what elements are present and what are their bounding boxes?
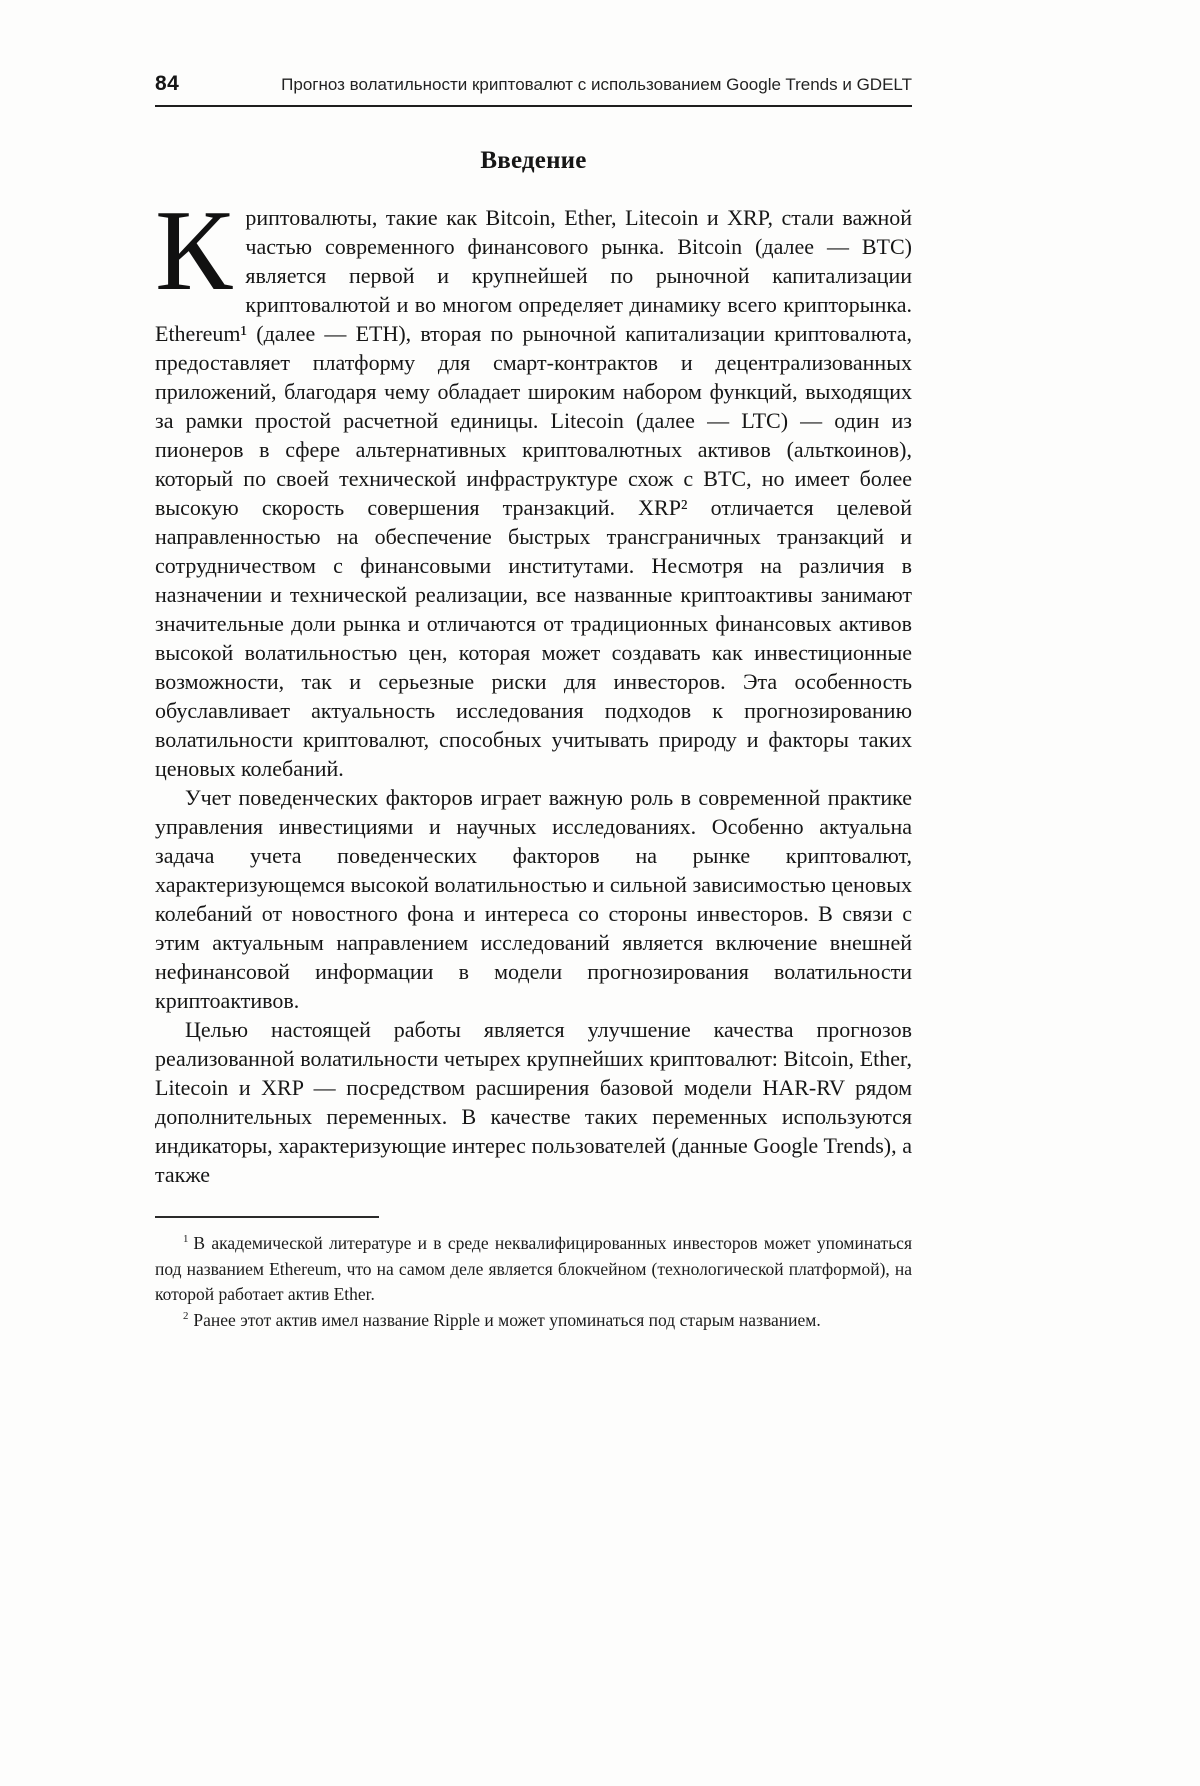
footnote bbox=[155, 1231, 912, 1308]
page-number: 84 bbox=[155, 72, 180, 95]
footnote-text: Ранее этот актив имел название Ripple и может упоминаться под старым названием. bbox=[193, 1309, 821, 1330]
footnote-rule bbox=[155, 1216, 379, 1218]
paragraph-intro bbox=[155, 187, 912, 783]
dropcap-letter: К bbox=[155, 187, 233, 315]
footnote bbox=[155, 1308, 912, 1334]
footnotes-block bbox=[155, 1231, 912, 1333]
running-title: Прогноз волатильности криптовалют с использованием Google Trends и GDELT bbox=[281, 75, 912, 94]
paragraph: Учет поведенческих факторов играет важную роль в современной практике управления инвестициями и научных исследованиях. Особенно актуальна задача учета поведенческих факторов на рынке криптовалют, характеризующемся высокой волатильностью и сильной зависимостью ценовых колебаний от новостного фона и интереса со стороны инвесторов. В связи с этим актуальным направлением исследований является включение внешней нефинансовой информации в модели прогнозирования волатильности криптоактивов. bbox=[155, 785, 912, 1013]
header-rule bbox=[155, 105, 912, 107]
paragraph-text: риптовалюты, такие как Bitcoin, Ether, Litecoin и XRP, стали важной частью современного финансового рынка. Bitcoin (далее — BTC) является первой и крупнейшей по рыночной капитализации криптовалютой и во многом определяет динамику всего крипторынка. Ethereum¹ (далее — ETH), вторая по рыночной капитализации криптовалюта, предоставляет платформу для смарт-контрактов и децентрализованных приложений, благодаря чему обладает широким набором функций, выходящих за рамки простой расчетной единицы. Litecoin (далее — LTC) — один из пионеров в сфере альтернативных криптовалютных активов (альткоинов), который по своей технической инфраструктуре схож с BTC, но имеет более высокую скорость совершения транзакций. XRP² отличается целевой направленностью на обеспечение быстрых трансграничных транзакций и сотрудничеством с финансовыми институтами. Несмотря на различия в назначении и технической реализации, все названные криптоактивы занимают значительные доли рынка и отличаются от традиционных финансовых активов высокой волатильностью цен, которая может создавать как инвестиционные возможности, так и серьезные риски для инвесторов. Эта особенность обуславливает актуальность исследования подходов к прогнозированию волатильности криптовалют, способных учитывать природу и факторы таких ценовых колебаний. bbox=[155, 205, 912, 781]
section-title: Введение bbox=[480, 147, 587, 174]
page-content bbox=[155, 147, 912, 1333]
footnote-text: В академической литературе и в среде неквалифицированных инвесторов может упоминаться под названием Ethereum, что на самом деле является блокчейном (технологической платформой), на которой работает актив Ether. bbox=[155, 1233, 912, 1304]
paragraph: Целью настоящей работы является улучшение качества прогнозов реализованной волатильности четырех крупнейших криптовалют: Bitcoin, Ether, Litecoin и XRP — посредством расширения базовой модели HAR-RV рядом дополнительных переменных. В качестве таких переменных используются индикаторы, характеризующие интерес пользователей (данные Google Trends), а также bbox=[155, 1017, 912, 1187]
footnote-marker: 1 bbox=[183, 1233, 189, 1246]
footnote-marker: 2 bbox=[183, 1309, 189, 1322]
page-header bbox=[155, 72, 912, 96]
